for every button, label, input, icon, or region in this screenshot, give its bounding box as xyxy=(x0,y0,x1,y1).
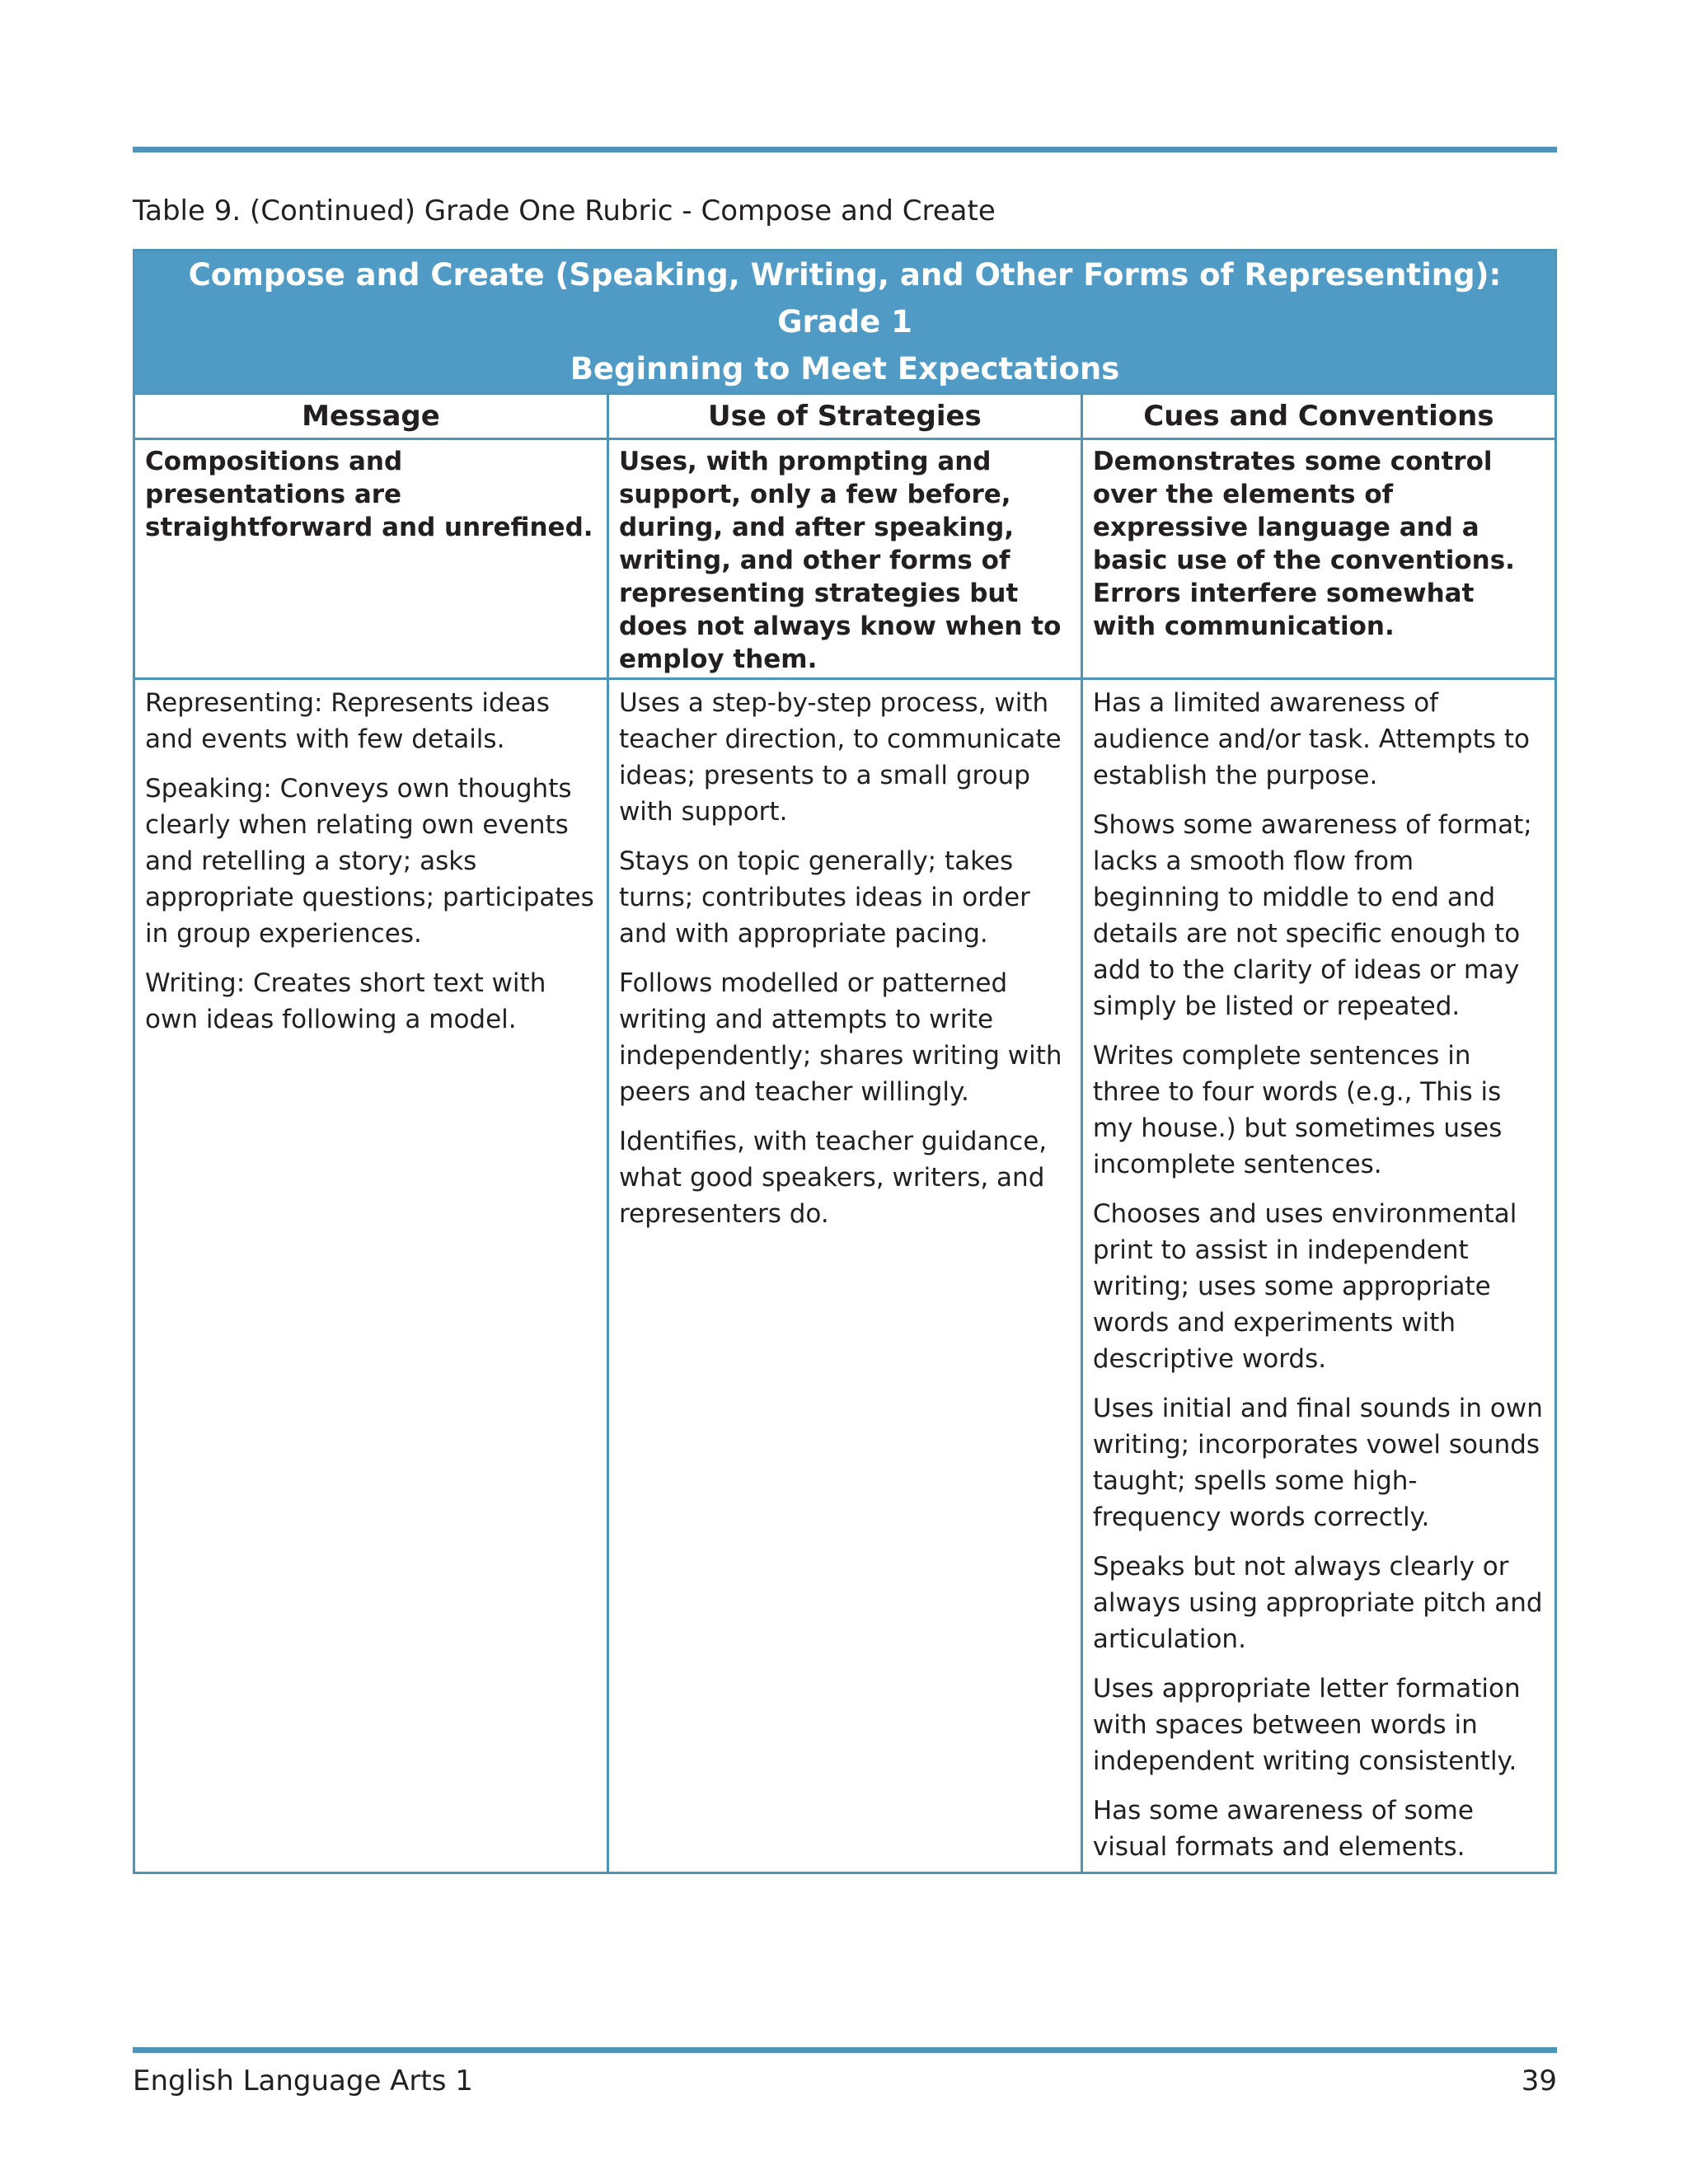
detail-item: Shows some awareness of format; lacks a smooth flow from beginning to middle to end and details are not specific enough to add to the clarity of ideas or may simply be listed or repeated. xyxy=(1092,810,1532,1021)
rubric-title-line-2: Beginning to Meet Expectations xyxy=(570,351,1120,387)
summary-row xyxy=(134,439,1556,679)
column-header-cues-and-conventions: Cues and Conventions xyxy=(1081,394,1555,439)
rubric-table xyxy=(133,249,1557,1874)
detail-item: Has a limited awareness of audience and/or task. Attempts to establish the purpose. xyxy=(1092,688,1530,790)
bottom-rule xyxy=(133,2047,1557,2053)
details-row xyxy=(134,679,1556,1873)
table-caption: Table 9. (Continued) Grade One Rubric - Compose and Create xyxy=(133,194,996,227)
column-header-row xyxy=(134,394,1556,439)
detail-item: Writes complete sentences in three to four words (e.g., This is my house.) but sometimes uses incomplete sentences. xyxy=(1092,1041,1503,1179)
column-header-message: Message xyxy=(134,394,608,439)
summary-cues-and-conventions: Demonstrates some control over the elements of expressive language and a basic use of the conventions. Errors interfere somewhat with communication. xyxy=(1081,439,1555,679)
detail-item: Writing: Creates short text with own ideas following a model. xyxy=(145,968,546,1034)
top-rule xyxy=(133,147,1557,152)
rubric-title xyxy=(134,251,1556,394)
detail-item: Stays on topic generally; takes turns; contributes ideas in order and with appropriate pacing. xyxy=(618,846,1030,949)
detail-item: Identifies, with teacher guidance, what good speakers, writers, and representers do. xyxy=(618,1127,1048,1229)
details-message xyxy=(134,679,608,1873)
rubric-title-line-1: Compose and Create (Speaking, Writing, and Other Forms of Representing): Grade 1 xyxy=(188,257,1502,340)
page-number: 39 xyxy=(1521,2064,1557,2097)
details-cues-and-conventions xyxy=(1081,679,1555,1873)
details-use-of-strategies xyxy=(607,679,1081,1873)
column-header-use-of-strategies: Use of Strategies xyxy=(607,394,1081,439)
footer-title: English Language Arts 1 xyxy=(133,2064,473,2097)
detail-item: Speaks but not always clearly or always using appropriate pitch and articulation. xyxy=(1092,1552,1543,1654)
detail-item: Speaking: Conveys own thoughts clearly when relating own events and retelling a story; asks appropriate questions; participates in group experiences. xyxy=(145,774,594,949)
detail-item: Chooses and uses environmental print to assist in independent writing; uses some appropriate words and experiments with descriptive words. xyxy=(1092,1199,1517,1374)
detail-item: Uses initial and final sounds in own writing; incorporates vowel sounds taught; spells some high-frequency words correctly. xyxy=(1092,1394,1543,1532)
summary-message: Compositions and presentations are straightforward and unrefined. xyxy=(134,439,608,679)
detail-item: Has some awareness of some visual formats and elements. xyxy=(1092,1796,1474,1862)
summary-use-of-strategies: Uses, with prompting and support, only a few before, during, and after speaking, writing, and other forms of representing strategies but does not always know when to employ them. xyxy=(607,439,1081,679)
detail-item: Follows modelled or patterned writing and attempts to write independently; shares writing with peers and teacher willingly. xyxy=(618,968,1062,1107)
detail-item: Representing: Represents ideas and events with few details. xyxy=(145,688,550,754)
detail-item: Uses a step-by-step process, with teacher direction, to communicate ideas; presents to a small group with support. xyxy=(618,688,1062,827)
detail-item: Uses appropriate letter formation with spaces between words in independent writing consistently. xyxy=(1092,1674,1521,1776)
